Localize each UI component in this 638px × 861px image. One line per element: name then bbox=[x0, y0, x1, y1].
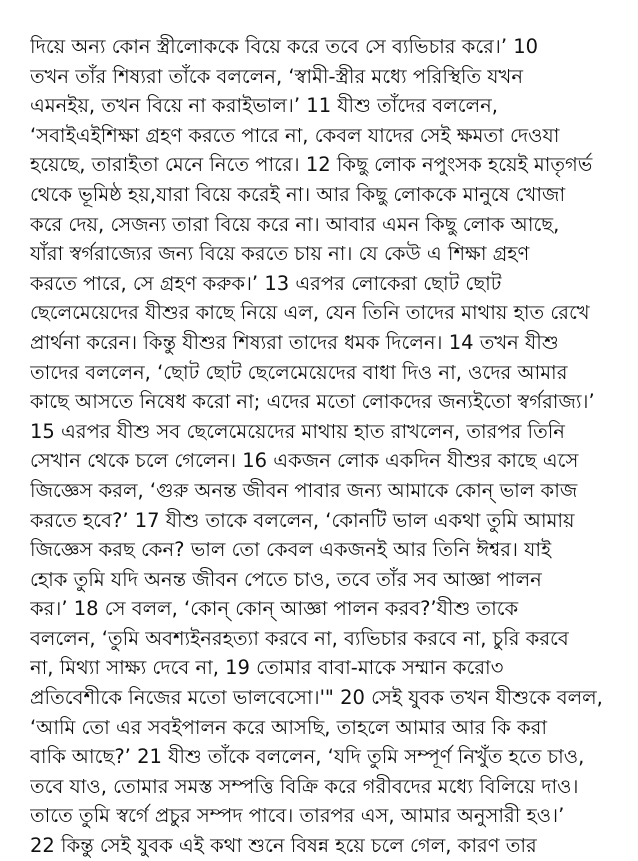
text-line: ছেলেমেয়েদের যীশুর কাছে নিয়ে এল, যেন তিনি তাদের মাথায় হাত রেখে bbox=[30, 301, 590, 325]
text-line: যাঁরা স্বর্গরাজ্যের জন্য বিয়ে করতে চায় না। যে কেউ এ শিক্ষা গ্রহণ bbox=[30, 242, 530, 266]
text-line: হয়েছে, তারাইতা মেনে নিতে পারে। 12 কিছু লোক নপুংসক হয়েই মাতৃগর্ভ bbox=[30, 153, 593, 177]
text-line: তখন তাঁর শিষ্যরা তাঁকে বললেন, ‘স্বামী-স্ত্রীর মধ্যে পরিস্থিতি যখন bbox=[30, 64, 523, 88]
text-line: 15 এরপর যীশু সব ছেলেমেয়েদের মাথায় হাত রাখলেন, তারপর তিনি bbox=[30, 419, 565, 443]
text-line: করতে পারে, সে গ্রহণ করুক।’ 13 এরপর লোকেরা ছোট ছোট bbox=[30, 271, 502, 295]
text-line: কাছে আসতে নিষেধ করো না; এদের মতো লোকদের জন্যইতো স্বর্গরাজ্য।’ bbox=[30, 390, 595, 414]
text-line: জিজ্ঞেস করল, ‘গুরু অনন্ত জীবন পাবার জন্য আমাকে কোন্ ভাল কাজ bbox=[30, 478, 578, 502]
text-line: তাদের বললেন, ‘ছোট ছোট ছেলেমেয়েদের বাধা দিও না, ওদের আমার bbox=[30, 360, 568, 384]
text-line: থেকে ভূমিষ্ঠ হয়,যারা বিয়ে করেই না। আর কিছু লোককে মানুষে খোজা bbox=[30, 182, 566, 206]
text-line: করতে হবে?’ 17 যীশু তাকে বললেন, ‘কোনটি ভাল একথা তুমি আমায় bbox=[30, 508, 575, 532]
text-line: প্রার্থনা করেন। কিন্তু যীশুর শিষ্যরা তাদের ধমক দিলেন। 14 তখন যীশু bbox=[30, 330, 559, 354]
text-line: কর।’ 18 সে বলল, ‘কোন্ কোন্ আজ্ঞা পালন করব?’যীশু তাকে bbox=[30, 597, 519, 621]
text-line: তাতে তুমি স্বর্গে প্রচুর সম্পদ পাবে। তারপর এস, আমার অনুসারী হও।’ bbox=[30, 804, 565, 828]
text-line: সেখান থেকে চলে গেলেন। 16 একজন লোক একদিন যীশুর কাছে এসে bbox=[30, 449, 579, 473]
text-line: বললেন, ‘তুমি অবশ্যইনরহত্যা করবে না, ব্যভিচার করবে না, চুরি করবে bbox=[30, 626, 569, 650]
text-line: প্রতিবেশীকে নিজের মতো ভালবেসো।'" 20 সেই যুবক তখন যীশুকে বলল, bbox=[30, 686, 603, 710]
text-line: জিজ্ঞেস করছ কেন? ভাল তো কেবল একজনই আর তিনি ঈশ্বর। যাই bbox=[30, 538, 552, 562]
text-line: হোক তুমি যদি অনন্ত জীবন পেতে চাও, তবে তাঁর সব আজ্ঞা পালন bbox=[30, 567, 542, 591]
text-line: এমনইয়, তখন বিয়ে না করাইভাল।’ 11 যীশু তাঁদের বললেন, bbox=[30, 94, 498, 118]
text-line: দিয়ে অন্য কোন স্ত্রীলোককে বিয়ে করে তবে সে ব্যভিচার করে।’ 10 bbox=[30, 35, 539, 58]
text-line: ‘আমি তো এর সবইপালন করে আসছি, তাহলে আমার আর কি করা bbox=[30, 715, 548, 739]
body-text bbox=[30, 32, 620, 861]
text-line: করে দেয়, সেজন্য তারা বিয়ে করে না। আবার এমন কিছু লোক আছে, bbox=[30, 212, 560, 236]
text-line: তবে যাও, তোমার সমস্ত সম্পত্তি বিক্রি করে গরীবদের মধ্যে বিলিয়ে দাও। bbox=[30, 774, 579, 798]
text-line: বাকি আছে?’ 21 যীশু তাঁকে বললেন, ‘যদি তুমি সম্পূর্ণ নিখুঁত হতে চাও, bbox=[30, 745, 585, 769]
text-line: 22 কিন্তু সেই যুবক এই কথা শুনে বিষন্ন হয়ে চলে গেল, কারণ তার bbox=[30, 834, 537, 858]
text-line: ‘সবাইএইশিক্ষা গ্রহণ করতে পারে না, কেবল যাদের সেই ক্ষমতা দেওযা bbox=[30, 123, 560, 147]
text-line: না, মিথ্যা সাক্ষ্য দেবে না, 19 তোমার বাবা-মাকে সম্মান করো৩ bbox=[30, 656, 504, 680]
